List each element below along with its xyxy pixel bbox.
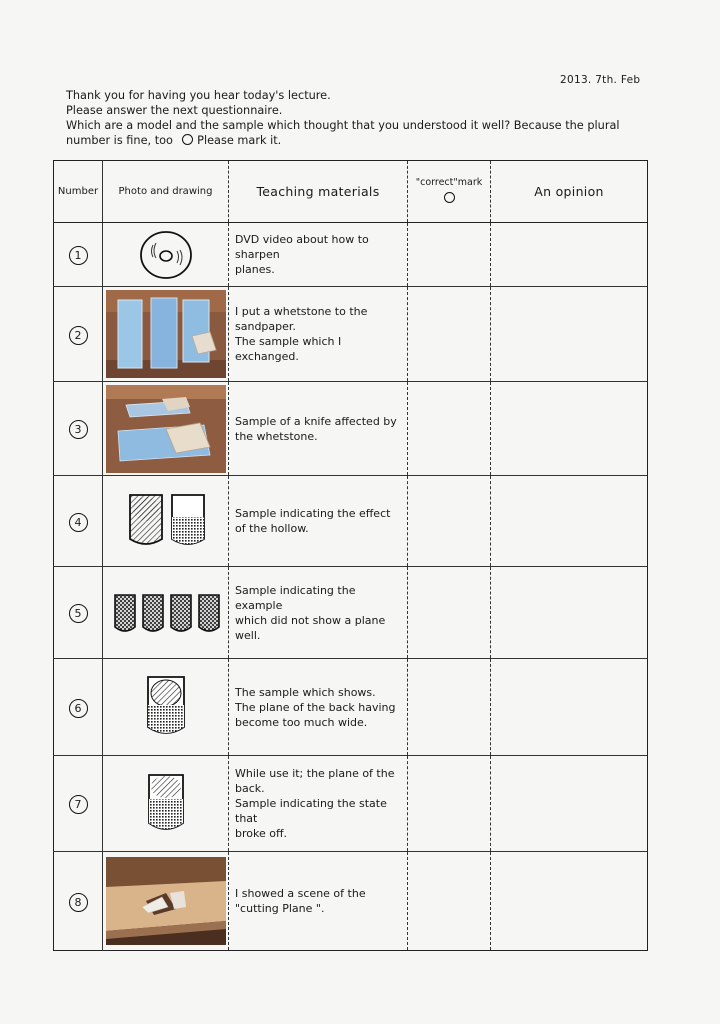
table-header-row (54, 161, 648, 223)
row-materials (229, 659, 408, 756)
questionnaire-table (53, 160, 648, 951)
circle-mark-icon (444, 192, 455, 203)
row-materials (229, 382, 408, 476)
opinion-cell[interactable] (491, 852, 648, 951)
intro-text (66, 88, 656, 148)
opinion-cell[interactable] (491, 659, 648, 756)
row-materials (229, 852, 408, 951)
header-materials: Teaching materials (229, 161, 408, 223)
row-photo (103, 476, 229, 567)
row-number (54, 287, 103, 382)
row-materials (229, 223, 408, 287)
opinion-cell[interactable] (491, 756, 648, 852)
broken-back-plane-drawing (141, 771, 191, 837)
mark-cell[interactable] (408, 287, 491, 382)
intro-line-4b: Please mark it. (197, 134, 282, 147)
table-row (54, 567, 648, 659)
circle-mark-icon (182, 134, 193, 145)
table-row (54, 852, 648, 951)
material-line: which did not show a plane (235, 613, 386, 627)
material-line: that (235, 812, 258, 825)
wide-back-plane-drawing (136, 673, 196, 741)
table-row (54, 382, 648, 476)
row-number-badge: 7 (69, 795, 88, 814)
header-mark-label: "correct"mark (415, 176, 483, 188)
opinion-cell[interactable] (491, 567, 648, 659)
material-line: Sample of a knife affected by (235, 414, 397, 428)
row-materials (229, 287, 408, 382)
row-number-badge: 2 (69, 326, 88, 345)
material-line: become too much wide. (235, 715, 368, 729)
material-line: exchanged. (235, 350, 299, 363)
material-line: The sample which shows. (235, 685, 376, 699)
row-number (54, 756, 103, 852)
opinion-cell[interactable] (491, 287, 648, 382)
opinion-cell[interactable] (491, 382, 648, 476)
mark-cell[interactable] (408, 659, 491, 756)
mark-cell[interactable] (408, 476, 491, 567)
material-line: broke off. (235, 827, 288, 840)
table-row (54, 659, 648, 756)
table-row (54, 287, 648, 382)
row-photo (103, 223, 229, 287)
row-materials (229, 756, 408, 852)
material-line: While use it; the plane of the (235, 767, 395, 780)
row-number-badge: 4 (69, 513, 88, 532)
material-line: Sample indicating the effect (235, 507, 391, 520)
knife-whetstone-photo (106, 385, 226, 473)
dvd-disc-icon (126, 229, 206, 281)
mark-cell[interactable] (408, 567, 491, 659)
row-number-badge: 6 (69, 699, 88, 718)
date-stamp: 2013. 7th. Feb (560, 74, 641, 86)
material-line: DVD video about how to sharpen (235, 233, 369, 261)
row-materials (229, 567, 408, 659)
material-line: sandpaper. (235, 320, 296, 333)
whetstone-sandpaper-photo (106, 290, 226, 378)
mark-cell[interactable] (408, 223, 491, 287)
material-line: planes. (235, 263, 275, 276)
bad-plane-examples-drawing (109, 589, 223, 637)
intro-line-4a: number is fine, too (66, 134, 173, 147)
material-line: Sample indicating the state (235, 797, 387, 810)
material-line: Sample indicating the example (235, 583, 356, 612)
row-photo (103, 287, 229, 382)
mark-cell[interactable] (408, 756, 491, 852)
hollow-effect-drawing (116, 489, 216, 553)
row-photo (103, 852, 229, 951)
intro-line-1: Thank you for having you hear today's lecture. (66, 89, 331, 102)
material-line: of the hollow. (235, 522, 309, 535)
intro-line-2: Please answer the next questionnaire. (66, 104, 283, 117)
intro-line-4 (66, 133, 656, 148)
row-number-badge: 8 (69, 893, 88, 912)
intro-line-3: Which are a model and the sample which thought that you understood it well? Because the plural (66, 119, 620, 132)
row-photo (103, 382, 229, 476)
material-line: The plane of the back having (235, 700, 396, 714)
row-number-badge: 5 (69, 604, 88, 623)
row-number-badge: 1 (69, 246, 88, 265)
mark-cell[interactable] (408, 382, 491, 476)
material-line: I put a whetstone to the (235, 305, 368, 318)
row-photo (103, 756, 229, 852)
row-photo (103, 659, 229, 756)
row-number-badge: 3 (69, 420, 88, 439)
row-number (54, 852, 103, 951)
row-number (54, 476, 103, 567)
material-line: the whetstone. (235, 429, 318, 443)
table-row (54, 223, 648, 287)
row-photo (103, 567, 229, 659)
header-photo: Photo and drawing (103, 161, 229, 223)
material-line: I showed a scene of the (235, 887, 366, 900)
header-number: Number (54, 161, 103, 223)
table-row (54, 756, 648, 852)
material-line: well. (235, 628, 261, 642)
opinion-cell[interactable] (491, 223, 648, 287)
cutting-plane-photo (106, 857, 226, 945)
row-number (54, 223, 103, 287)
mark-cell[interactable] (408, 852, 491, 951)
opinion-cell[interactable] (491, 476, 648, 567)
material-line: The sample which I (235, 335, 342, 348)
table-row (54, 476, 648, 567)
row-materials (229, 476, 408, 567)
header-mark (408, 161, 491, 223)
row-number (54, 567, 103, 659)
material-line: back. (235, 782, 265, 795)
row-number (54, 382, 103, 476)
row-number (54, 659, 103, 756)
material-line: "cutting Plane ". (235, 902, 325, 915)
header-opinion: An opinion (491, 161, 648, 223)
